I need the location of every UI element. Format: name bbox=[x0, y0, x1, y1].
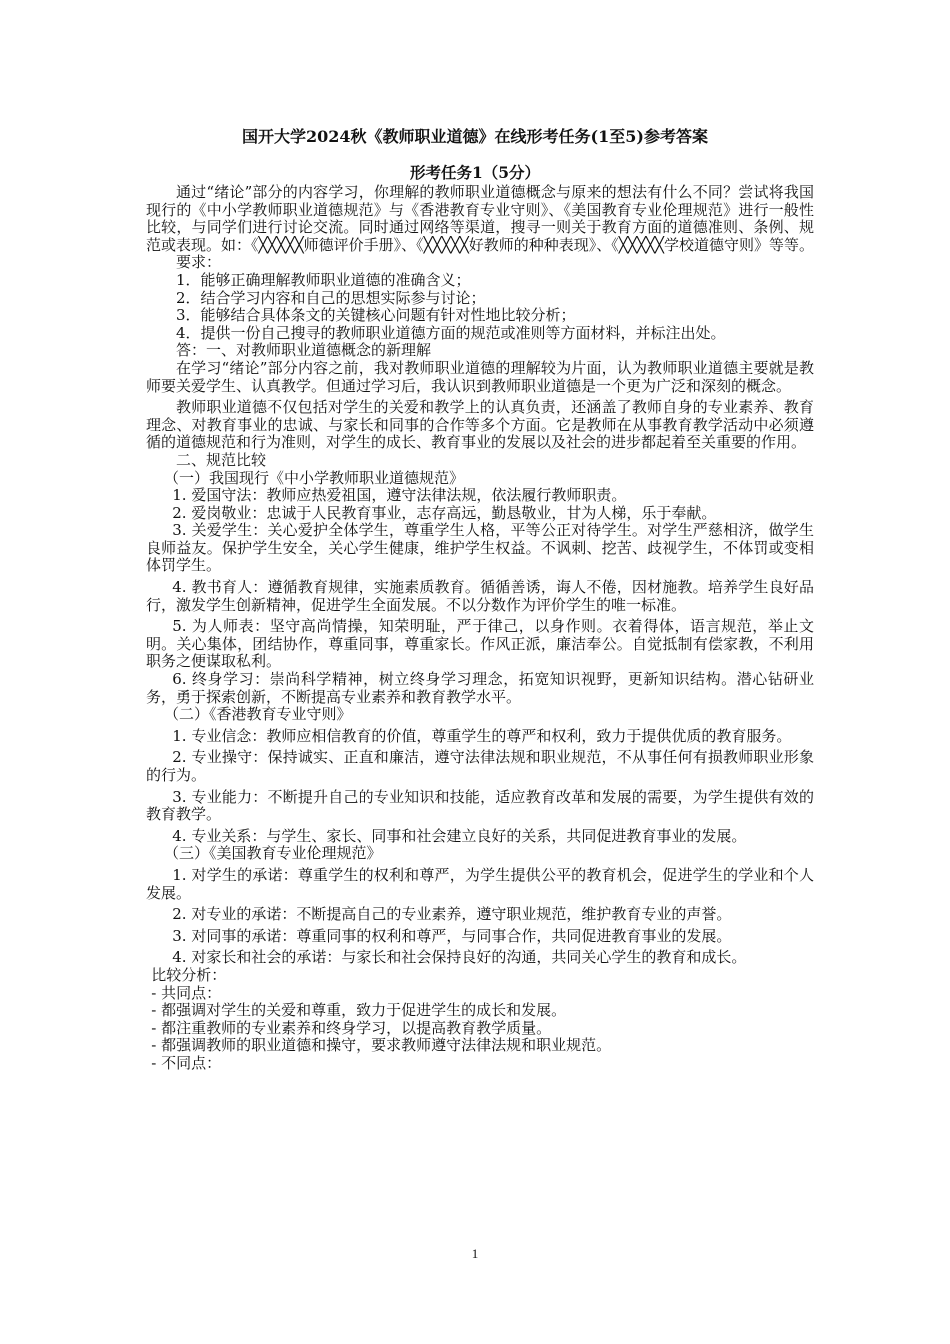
paragraph: 通过“绪论”部分的内容学习，你理解的教师职业道德概念与原来的想法有什么不同？尝试将我国现行的《中小学教师职业道德规范》与《香港教育专业守则》、《美国教育专业伦理规范》进行一般性比较，与同学们进行讨论交流。同时通过网络等渠道，搜寻一则关于教育方面的道德准则、条例、规范或表现。如：《╳╳╳╳╳师德评价手册》、《╳╳╳╳╳好教师的种种表现》、《╳╳╳╳╳学校道德守则》等等。 bbox=[146, 183, 814, 254]
list-item: 1. 爱国守法：教师应热爱祖国，遵守法律法规，依法履行教师职责。 bbox=[172, 486, 627, 505]
bullet-item: - 共同点： bbox=[151, 983, 222, 1002]
paragraph: 要求： bbox=[176, 253, 222, 272]
task-title: 形考任务1（5分） bbox=[409, 163, 541, 182]
document-title: 国开大学2024秋《教师职业道德》在线形考任务(1至5)参考答案 bbox=[242, 127, 708, 146]
paragraph: 答：一、对教师职业道德概念的新理解 bbox=[176, 341, 432, 360]
section-heading: （三）《美国教育专业伦理规范》 bbox=[164, 844, 382, 863]
list-item: 4. 专业关系：与学生、家长、同事和社会建立良好的关系，共同促进教育事业的发展。 bbox=[172, 826, 747, 845]
section-heading: （一）我国现行《中小学教师职业道德规范》 bbox=[164, 468, 465, 487]
list-item: 2. 对专业的承诺：不断提高自己的专业素养，遵守职业规范，维护教育专业的声誉。 bbox=[172, 905, 732, 924]
document-body bbox=[146, 184, 814, 1073]
list-item: 3. 对同事的承诺：尊重同事的权利和尊严，与同事合作，共同促进教育事业的发展。 bbox=[172, 926, 732, 945]
bullet-item: - 都注重教师的专业素养和终身学习，以提高教育教学质量。 bbox=[151, 1018, 552, 1037]
paragraph: 2．结合学习内容和自己的思想实际参与讨论； bbox=[176, 288, 486, 307]
list-item: 2. 爱岗敬业：忠诚于人民教育事业，志存高远，勤恳敬业，甘为人梯，乐于奉献。 bbox=[172, 503, 717, 522]
list-item: 4. 教书育人：遵循教育规律，实施素质教育。循循善诱，诲人不倦，因材施教。培养学生良好品行，激发学生创新精神，促进学生全面发展。不以分数作为评价学生的唯一标准。 bbox=[146, 578, 814, 614]
list-item: 3. 专业能力：不断提升自己的专业知识和技能，适应教育改革和发展的需要，为学生提供有效的教育教学。 bbox=[146, 787, 814, 824]
paragraph: 二、规范比较 bbox=[176, 450, 267, 469]
paragraph: 在学习“绪论”部分内容之前，我对教师职业道德的理解较为片面，认为教师职业道德主要就是教师要关爱学生、认真教学。但通过学习后，我认识到教师职业道德是一个更为广泛和深刻的概念。 bbox=[146, 358, 814, 395]
list-item: 3. 关爱学生：关心爱护全体学生，尊重学生人格，平等公正对待学生。对学生严慈相济，做学生良师益友。保护学生安全，关心学生健康，维护学生权益。不讽刺、挖苦、歧视学生，不体罚或变相体罚学生。 bbox=[146, 521, 814, 575]
bullet-item: - 都强调教师的职业道德和操守，要求教师遵守法律法规和职业规范。 bbox=[151, 1036, 612, 1055]
page-number: 1 bbox=[471, 1246, 479, 1261]
list-item: 5. 为人师表：坚守高尚情操，知荣明耻，严于律己，以身作则。衣着得体，语言规范，举止文明。关心集体，团结协作，尊重同事，尊重家长。作风正派，廉洁奉公。自觉抵制有偿家教，不利用职务之便谋取私利。 bbox=[146, 617, 814, 671]
paragraph: 教师职业道德不仅包括对学生的关爱和教学上的认真负责，还涵盖了教师自身的专业素养、教育理念、对教育事业的忠诚、与家长和同事的合作等多个方面。它是教师在从事教育教学活动中必须遵循的道德规范和行为准则，对学生的成长、教育事业的发展以及社会的进步都起着至关重要的作用。 bbox=[146, 398, 814, 452]
bullet-item: - 不同点： bbox=[151, 1053, 222, 1072]
list-item: 2. 专业操守：保持诚实、正直和廉洁，遵守法律法规和职业规范，不从事任何有损教师职业形象的行为。 bbox=[146, 748, 814, 784]
paragraph: 1．能够正确理解教师职业道德的准确含义； bbox=[176, 270, 471, 289]
section-heading: （二）《香港教育专业守则》 bbox=[164, 705, 352, 724]
list-item: 6. 终身学习：崇尚科学精神，树立终身学习理念，拓宽知识视野，更新知识结构。潜心钻研业务，勇于探索创新，不断提高专业素养和教育教学水平。 bbox=[146, 670, 814, 706]
list-item: 4. 对家长和社会的承诺：与家长和社会保持良好的沟通，共同关心学生的教育和成长。 bbox=[172, 948, 747, 967]
list-item: 1. 专业信念：教师应相信教育的价值，尊重学生的尊严和权利，致力于提供优质的教育服务。 bbox=[172, 726, 792, 745]
bullet-item: - 都强调对学生的关爱和尊重，致力于促进学生的成长和发展。 bbox=[151, 1001, 567, 1020]
list-item: 1. 对学生的承诺：尊重学生的权利和尊严，为学生提供公平的教育机会，促进学生的学业和个人发展。 bbox=[146, 865, 814, 902]
paragraph: 3．能够结合具体条文的关键核心问题有针对性地比较分析； bbox=[176, 306, 576, 325]
analysis-heading: 比较分析： bbox=[151, 965, 227, 984]
paragraph: 4．提供一份自己搜寻的教师职业道德方面的规范或准则等方面材料，并标注出处。 bbox=[176, 323, 726, 342]
